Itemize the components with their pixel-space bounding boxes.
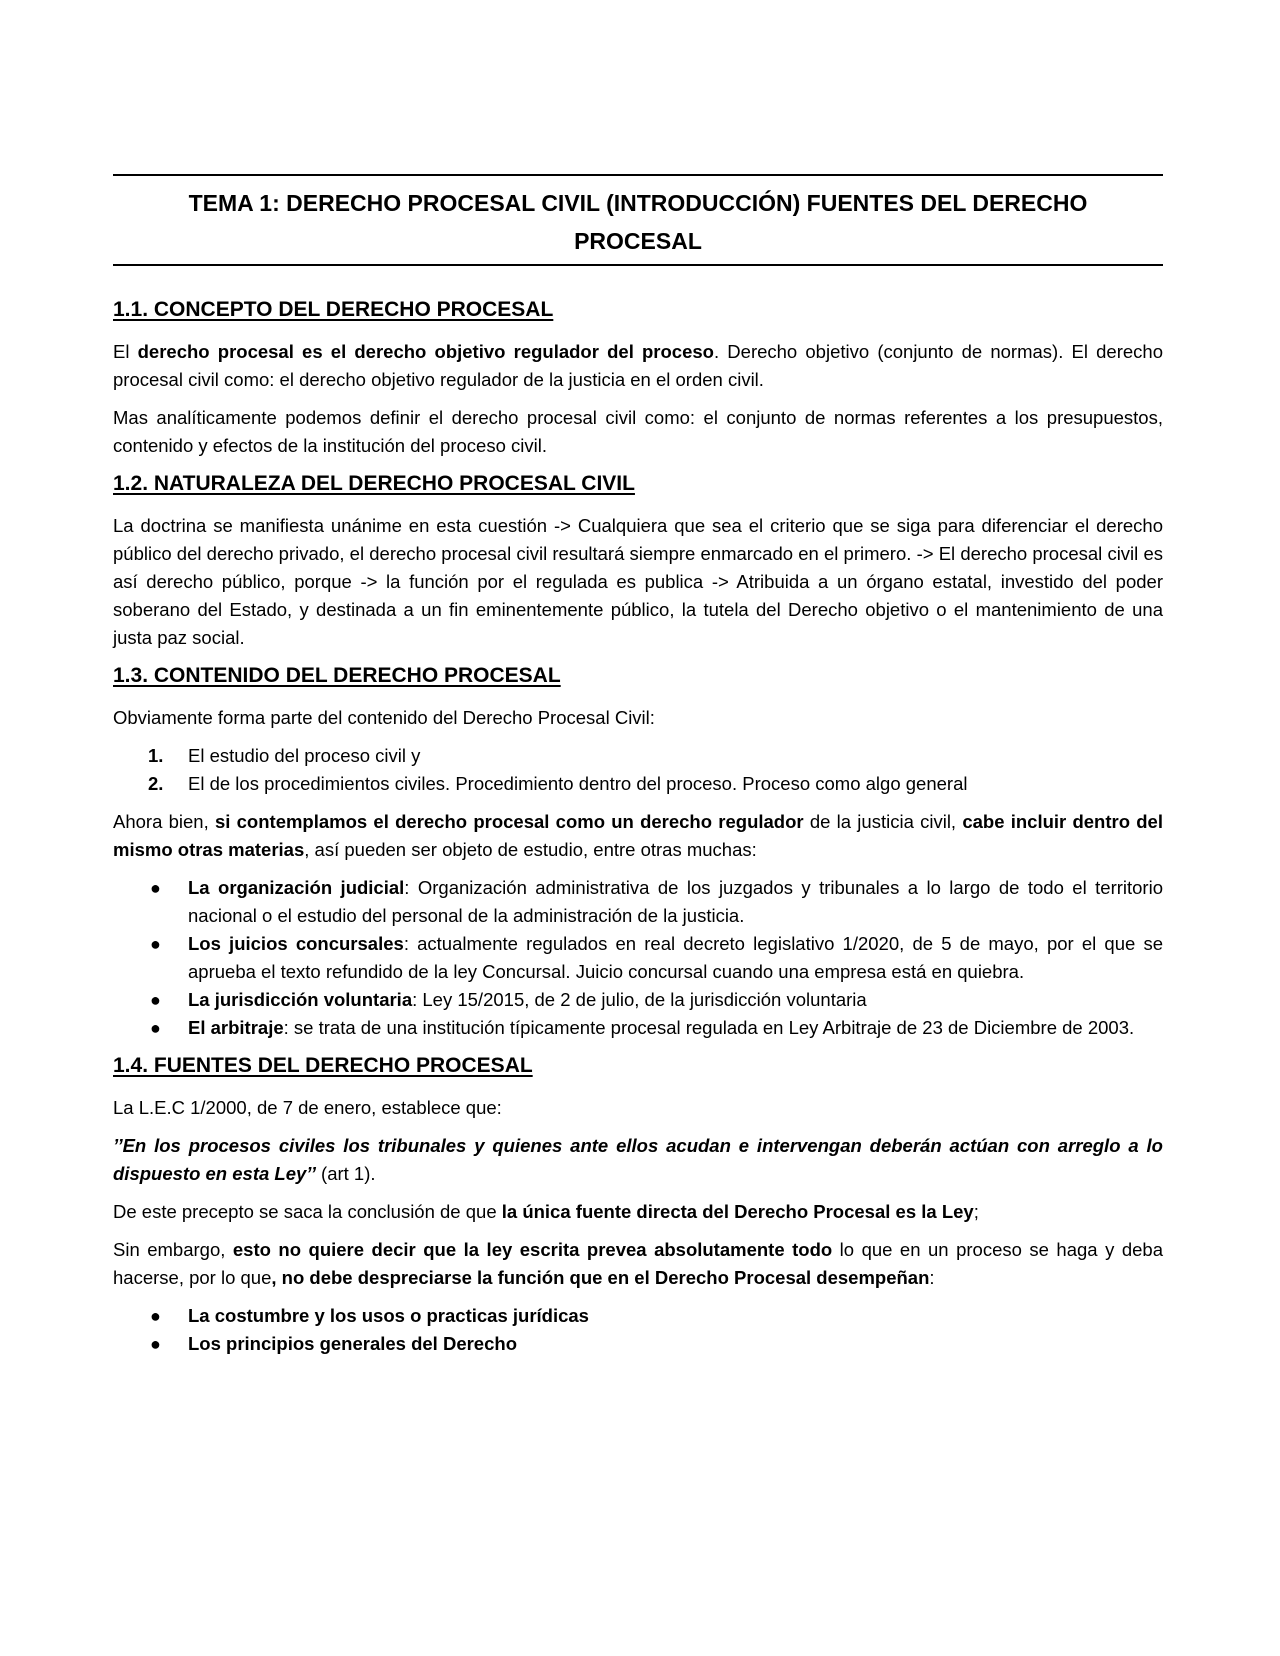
bold-run: derecho procesal es el derecho objetivo regulador del proceso <box>137 341 714 362</box>
list-number: 1. <box>148 745 164 766</box>
bullet-icon: ● <box>150 990 161 1010</box>
text-run: de la justicia civil, <box>803 811 963 832</box>
text-run: El <box>113 341 138 362</box>
section-heading-1-4: 1.4. FUENTES DEL DERECHO PROCESAL <box>113 1054 533 1077</box>
text-run: ; <box>973 1201 979 1222</box>
quote-text: ’’En los procesos civiles los tribunales y quienes ante ellos acudan e intervengan deberán actúan con arreglo a lo dispuesto en esta Ley’’ <box>113 1135 1163 1184</box>
paragraph: La L.E.C 1/2000, de 7 de enero, establece que: <box>113 1097 502 1118</box>
list-item-text: : se trata de una institución típicamente procesal regulada en Ley Arbitraje de 23 de Diciembre de 2003. <box>283 1017 1135 1038</box>
list-item-text: : Organización administrativa de los juzgados y tribunales a lo largo de todo el territorio nacional o el estudio del personal de la administración de la justicia. <box>188 877 1163 926</box>
text-run: . Derecho objetivo (conjunto de normas). El derecho procesal civil como: el derecho objetivo regulador de la justicia en el orden civil. <box>113 341 1163 390</box>
list-item-text: La costumbre y los usos o practicas jurídicas <box>188 1305 589 1326</box>
bold-run: El arbitraje <box>188 1017 284 1038</box>
text-run: lo que en un proceso se haga y deba hacerse, por lo que <box>113 1239 1163 1288</box>
list-item-text: : actualmente regulados en real decreto legislativo 1/2020, de 5 de mayo, por el que se aprueba el texto refundido de la ley Concursal. Juicio concursal cuando una empresa está en quiebra. <box>188 933 1163 982</box>
list-item <box>113 742 1163 770</box>
bullet-icon: ● <box>150 1306 161 1326</box>
bold-run: cabe incluir dentro del mismo otras materias <box>113 811 1163 860</box>
section-heading-1-2: 1.2. NATURALEZA DEL DERECHO PROCESAL CIVIL <box>113 472 635 495</box>
paragraph: Mas analíticamente podemos definir el derecho procesal civil como: el conjunto de normas referentes a los presupuestos, contenido y efectos de la institución del proceso civil. <box>113 407 1163 456</box>
list-number: 2. <box>148 773 164 794</box>
bullet-icon: ● <box>150 1018 161 1038</box>
list-item <box>113 1330 1163 1358</box>
list-item <box>113 1302 1163 1330</box>
list-item <box>113 770 1163 798</box>
list-item-text: El estudio del proceso civil y <box>188 745 421 766</box>
paragraph <box>113 808 1163 864</box>
paragraph <box>113 1236 1163 1292</box>
bold-run: , no debe despreciarse la función que en el Derecho Procesal desempeñan <box>271 1267 930 1288</box>
list-item <box>113 930 1163 986</box>
section-heading-1-1: 1.1. CONCEPTO DEL DERECHO PROCESAL <box>113 298 554 321</box>
text-run: , así pueden ser objeto de estudio, entre otras muchas: <box>304 839 757 860</box>
quote-paragraph <box>113 1132 1163 1188</box>
title-line-2: PROCESAL <box>574 228 702 254</box>
text-run: De este precepto se saca la conclusión de que <box>113 1201 502 1222</box>
bullet-icon: ● <box>150 934 161 954</box>
text-run: Sin embargo, <box>113 1239 233 1260</box>
list-item-text: El de los procedimientos civiles. Procedimiento dentro del proceso. Proceso como algo general <box>188 773 968 794</box>
title-line-1: TEMA 1: DERECHO PROCESAL CIVIL (INTRODUCCIÓN) FUENTES DEL DERECHO <box>188 190 1088 216</box>
quote-reference: (art 1). <box>315 1163 376 1184</box>
list-item <box>113 986 1163 1014</box>
bullet-list <box>113 1302 1163 1358</box>
paragraph: La doctrina se manifiesta unánime en esta cuestión -> Cualquiera que sea el criterio que se siga para diferenciar el derecho público del derecho privado, el derecho procesal civil resultará siempre enmarcado en el primero. -> El derecho procesal civil es así derecho público, porque -> la función por el regulada es publica -> Atribuida a un órgano estatal, investido del poder soberano del Estado, y destinada a un fin eminentemente público, la tutela del Derecho objetivo o el mantenimiento de una justa paz social. <box>113 515 1163 648</box>
numbered-list <box>113 742 1163 798</box>
document-title <box>113 174 1163 266</box>
text-run: Ahora bien, <box>113 811 215 832</box>
list-item <box>113 874 1163 930</box>
bullet-icon: ● <box>150 878 161 898</box>
bold-run: si contemplamos el derecho procesal como un derecho regulador <box>214 811 804 832</box>
paragraph <box>113 338 1163 394</box>
bullet-icon: ● <box>150 1334 161 1354</box>
bold-run: La organización judicial <box>188 877 405 898</box>
bold-run: Los juicios concursales <box>188 933 404 954</box>
bullet-list <box>113 874 1163 1042</box>
list-item-text: : Ley 15/2015, de 2 de julio, de la jurisdicción voluntaria <box>412 989 867 1010</box>
list-item <box>113 1014 1163 1042</box>
section-heading-1-3: 1.3. CONTENIDO DEL DERECHO PROCESAL <box>113 664 561 687</box>
list-item-text: Los principios generales del Derecho <box>188 1333 517 1354</box>
bold-run: esto no quiere decir que la ley escrita prevea absolutamente todo <box>232 1239 833 1260</box>
paragraph: Obviamente forma parte del contenido del Derecho Procesal Civil: <box>113 707 655 728</box>
bold-run: La jurisdicción voluntaria <box>188 989 413 1010</box>
bold-run: la única fuente directa del Derecho Procesal es la Ley <box>501 1201 974 1222</box>
text-run: : <box>929 1267 935 1288</box>
paragraph <box>113 1198 1163 1226</box>
